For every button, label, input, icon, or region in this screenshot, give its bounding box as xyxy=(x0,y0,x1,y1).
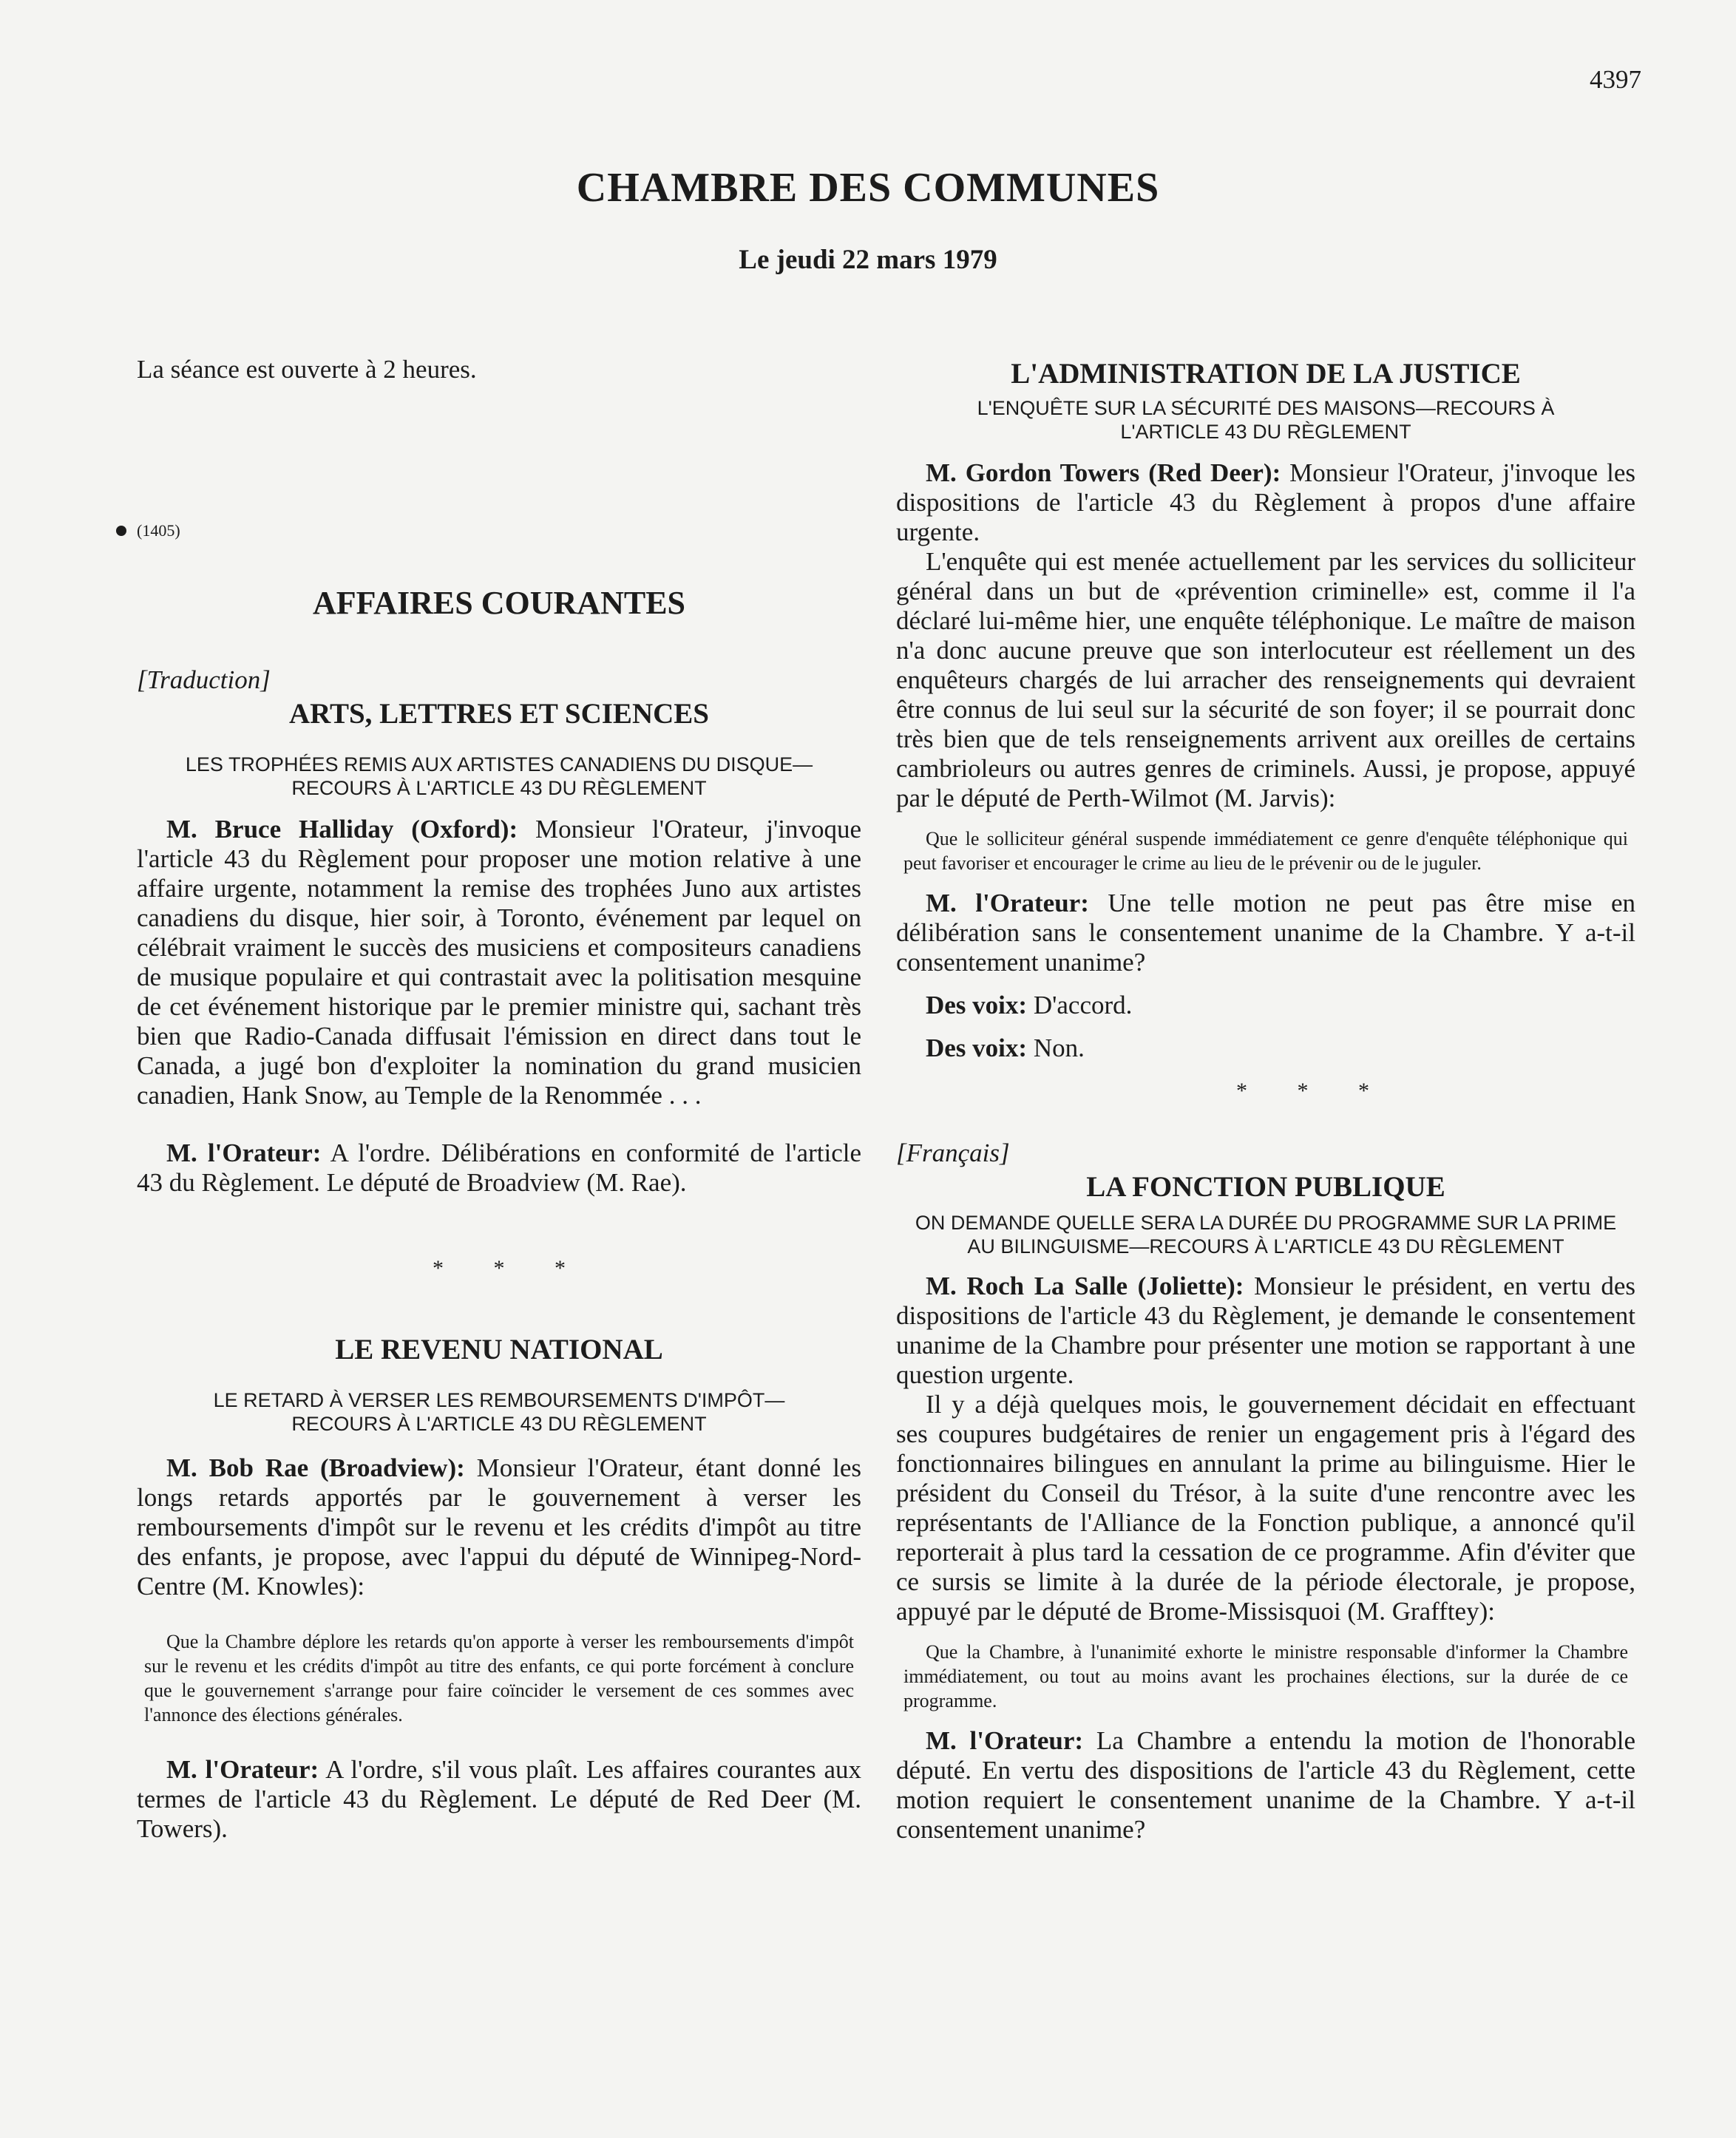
speech-text: D'accord. xyxy=(1027,991,1133,1019)
page-title: CHAMBRE DES COMMUNES xyxy=(576,165,1160,211)
topic2-speech xyxy=(137,1453,861,1601)
speaker-name: M. l'Orateur: xyxy=(926,1726,1084,1755)
topic2-reply xyxy=(137,1755,861,1844)
topic4-subtitle: ON DEMANDE QUELLE SERA LA DURÉE DU PROGRAMME SUR LA PRIME AU BILINGUISME—RECOURS À L'ARTICLE 43 DU RÈGLEMENT xyxy=(915,1212,1617,1258)
right-column xyxy=(896,347,1635,1845)
topic3-speech-2: L'enquête qui est menée actuellement par les services du solliciteur général dans un but de «prévention criminelle» est, comme il l'a déclaré lui-même hier, une enquête téléphonique. Le maître de maison n'a donc aucune preuve que son interlocuteur est réellement un des enquêteurs chargés de lui arracher des renseignements qui devraient être connus de lui seul sur la sécurité de son foyer; il se pourrait donc très bien que de tels renseignements arrivent aux oreilles de certains cambrioleurs ou autres genres de criminels. Aussi, je propose, appuyé par le député de Perth-Wilmot (M. Jarvis): xyxy=(896,547,1635,812)
speech-text: Monsieur l'Orateur, j'invoque l'article 43 du Règlement pour proposer une motion relative à une affaire urgente, notamment la remise des trophées Juno aux artistes canadiens du disque, hier soir, à Toronto, événement par lequel on célébrait vraiment le succès des musiciens et compositeurs canadiens de musique populaire et qui contrastait avec la politisation mesquine de cet événement historique par le premier ministre qui, sachant très bien que Radio-Canada diffusait l'émission en direct dans tout le Canada, a jugé bon d'exploiter la nomination du grand musicien canadien, Hank Snow, au Temple de la Renommée . . . xyxy=(137,815,862,1110)
topic1-subtitle: LES TROPHÉES REMIS AUX ARTISTES CANADIENS DU DISQUE—RECOURS À L'ARTICLE 43 DU RÈGLEMENT xyxy=(185,753,813,799)
session-date: Le jeudi 22 mars 1979 xyxy=(739,245,997,275)
topic4-title: LA FONCTION PUBLIQUE xyxy=(1086,1171,1445,1203)
speech-text: A l'ordre, s'il vous plaît. Les affaires courantes aux termes de l'article 43 du Règlement. Le député de Red Deer (M. Towers). xyxy=(137,1755,861,1843)
speaker-name: M. l'Orateur: xyxy=(926,889,1089,917)
topic2-subtitle: LE RETARD À VERSER LES REMBOURSEMENTS D'IMPÔT—RECOURS À L'ARTICLE 43 DU RÈGLEMENT xyxy=(213,1389,785,1435)
speaker-name: M. Gordon Towers (Red Deer): xyxy=(926,458,1281,487)
speaker-name: M. Bruce Halliday (Oxford): xyxy=(166,815,518,844)
section-separator: * * * xyxy=(1236,1079,1391,1103)
speaker-name: M. Bob Rae (Broadview): xyxy=(166,1453,465,1482)
topic3-title: L'ADMINISTRATION DE LA JUSTICE xyxy=(1011,358,1521,390)
topic3-speech xyxy=(896,458,1635,547)
page-number: 4397 xyxy=(1590,65,1641,94)
speech-text: Une telle motion ne peut pas être mise en délibération sans le consentement unanime de la Chambre. Y a-t-il consentement unanime? xyxy=(896,889,1636,977)
left-column xyxy=(137,347,861,1844)
topic1-title: ARTS, LETTRES ET SCIENCES xyxy=(289,698,709,730)
topic1-reply xyxy=(137,1138,861,1198)
speaker-name: M. l'Orateur: xyxy=(166,1138,322,1167)
opening-line: La séance est ouverte à 2 heures. xyxy=(137,355,477,384)
speech-text: Monsieur l'Orateur, étant donné les longs retards apportés par le gouvernement à verser les remboursements d'impôt sur le revenu et les crédits d'impôt au titre des enfants, je propose, avec l'appui du député de Winnipeg-Nord-Centre (M. Knowles): xyxy=(137,1453,861,1601)
topic2-motion: Que la Chambre déplore les retards qu'on apporte à verser les remboursements d'impôt sur le revenu et les crédits d'impôt au titre des enfants, ce qui porte forcément à conclure que le gouvernement s'arrange pour faire coïncider le versement de ces sommes avec l'annonce des élections générales. xyxy=(144,1631,854,1725)
speech-text: La Chambre a entendu la motion de l'honorable député. En vertu des dispositions de l'article 43 du Règlement, cette motion requiert le consentement unanime de la Chambre. Y a-t-il consentement unanime? xyxy=(896,1726,1636,1844)
time-marker-text: (1405) xyxy=(137,521,180,540)
speech-text: Non. xyxy=(1027,1034,1085,1062)
speech-text: Monsieur l'Orateur, j'invoque les dispositions de l'article 43 du Règlement à propos d'une affaire urgente. xyxy=(896,458,1635,546)
topic3-motion: Que le solliciteur général suspende immédiatement ce genre d'enquête téléphonique qui peut favoriser et encourager le crime au lieu de le prévenir ou de le juguler. xyxy=(903,828,1628,874)
speaker-name: Des voix: xyxy=(926,991,1028,1019)
topic4-motion: Que la Chambre, à l'unanimité exhorte le ministre responsable d'informer la Chambre immédiatement, ou tout au moins avant les prochaines élections, sur la durée de ce programme. xyxy=(903,1641,1628,1711)
bullet-icon xyxy=(116,526,126,536)
topic4-reply xyxy=(896,1726,1635,1845)
voices-disagree xyxy=(896,1034,1635,1063)
speech-text: Monsieur le président, en vertu des dispositions de l'article 43 du Règlement, je demande le consentement unanime de la Chambre pour présenter une motion se rapportant à une question urgente. xyxy=(896,1272,1635,1389)
section-separator: * * * xyxy=(433,1256,588,1280)
translation-tag: [Traduction] xyxy=(137,665,271,694)
speech-text: A l'ordre. Délibérations en conformité de l'article 43 du Règlement. Le député de Broadview (M. Rae). xyxy=(137,1138,861,1197)
topic4-speech-2: Il y a déjà quelques mois, le gouvernement décidait en effectuant ses coupures budgétaires de renier un engagement pris à l'égard des fonctionnaires bilingues en annulant la prime au bilinguisme. Hier le président du Conseil du Trésor, à la suite d'une rencontre avec les représentants de l'Alliance de la Fonction publique, a annoncé qu'il reporterait à plus tard la cessation de ce programme. Afin d'éviter que ce sursis se limite à la durée de la période électorale, je propose, appuyé par le député de Brome-Missisquoi (M. Grafftey): xyxy=(896,1390,1635,1626)
speaker-name: M. Roch La Salle (Joliette): xyxy=(926,1272,1244,1300)
topic3-reply xyxy=(896,889,1635,977)
language-tag: [Français] xyxy=(896,1138,1010,1167)
topic3-subtitle: L'ENQUÊTE SUR LA SÉCURITÉ DES MAISONS—RECOURS À L'ARTICLE 43 DU RÈGLEMENT xyxy=(977,397,1555,443)
speaker-name: Des voix: xyxy=(926,1034,1028,1062)
speaker-name: M. l'Orateur: xyxy=(166,1755,319,1784)
section-title: AFFAIRES COURANTES xyxy=(312,585,686,621)
topic2-title: LE REVENU NATIONAL xyxy=(335,1334,663,1365)
topic1-speech xyxy=(137,815,861,1110)
time-marker xyxy=(116,516,861,546)
voices-agree xyxy=(896,991,1635,1020)
topic4-speech xyxy=(896,1272,1635,1390)
